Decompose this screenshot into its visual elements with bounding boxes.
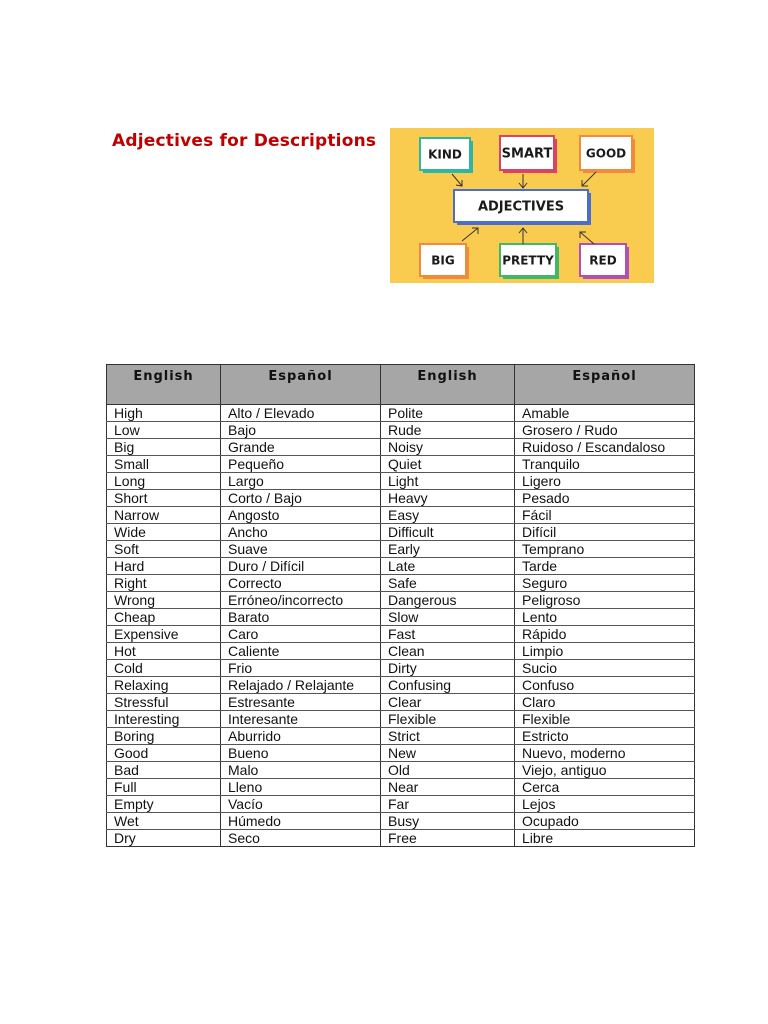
table-row: [107, 609, 695, 626]
english-word: Clean: [381, 643, 515, 660]
english-word: High: [107, 405, 221, 422]
english-word: Busy: [381, 813, 515, 830]
table-row: [107, 507, 695, 524]
table-row: [107, 677, 695, 694]
spanish-translation: Tranquilo: [515, 456, 695, 473]
english-word: Full: [107, 779, 221, 796]
table-row: [107, 813, 695, 830]
spanish-translation: Aburrido: [221, 728, 381, 745]
table-row: [107, 711, 695, 728]
english-word: Interesting: [107, 711, 221, 728]
english-word: Big: [107, 439, 221, 456]
english-word: Near: [381, 779, 515, 796]
adjectives-illustration: [390, 128, 654, 283]
spanish-translation: Libre: [515, 830, 695, 847]
spanish-translation: Grosero / Rudo: [515, 422, 695, 439]
english-word: Flexible: [381, 711, 515, 728]
english-word: Cheap: [107, 609, 221, 626]
english-word: Easy: [381, 507, 515, 524]
english-word: Expensive: [107, 626, 221, 643]
english-word: Noisy: [381, 439, 515, 456]
spanish-translation: Bajo: [221, 422, 381, 439]
english-word: Strict: [381, 728, 515, 745]
spanish-translation: Lleno: [221, 779, 381, 796]
english-word: Early: [381, 541, 515, 558]
english-word: Difficult: [381, 524, 515, 541]
table-row: [107, 490, 695, 507]
spanish-translation: Ruidoso / Escandaloso: [515, 439, 695, 456]
english-word: Dirty: [381, 660, 515, 677]
spanish-translation: Angosto: [221, 507, 381, 524]
word-5-label: RED: [589, 253, 617, 268]
spanish-translation: Duro / Difícil: [221, 558, 381, 575]
english-word: Narrow: [107, 507, 221, 524]
center-word-label: ADJECTIVES: [477, 199, 565, 215]
spanish-translation: Malo: [221, 762, 381, 779]
english-word: Fast: [381, 626, 515, 643]
english-word: Soft: [107, 541, 221, 558]
spanish-translation: Correcto: [221, 575, 381, 592]
english-word: Bad: [107, 762, 221, 779]
spanish-translation: Nuevo, moderno: [515, 745, 695, 762]
table-row: [107, 524, 695, 541]
spanish-translation: Bueno: [221, 745, 381, 762]
english-word: Old: [381, 762, 515, 779]
table-row: [107, 575, 695, 592]
english-word: Heavy: [381, 490, 515, 507]
english-word: Boring: [107, 728, 221, 745]
spanish-translation: Grande: [221, 439, 381, 456]
spanish-translation: Limpio: [515, 643, 695, 660]
english-word: Slow: [381, 609, 515, 626]
spanish-translation: Pesado: [515, 490, 695, 507]
spanish-translation: Erróneo/incorrecto: [221, 592, 381, 609]
english-word: Long: [107, 473, 221, 490]
table-row: [107, 558, 695, 575]
spanish-translation: Ocupado: [515, 813, 695, 830]
english-word: Stressful: [107, 694, 221, 711]
english-word: Polite: [381, 405, 515, 422]
spanish-translation: Lento: [515, 609, 695, 626]
spanish-translation: Rápido: [515, 626, 695, 643]
vocabulary-table: [106, 364, 695, 847]
spanish-translation: Pequeño: [221, 456, 381, 473]
spanish-translation: Lejos: [515, 796, 695, 813]
word-3-label: BIG: [431, 253, 455, 268]
english-word: New: [381, 745, 515, 762]
spanish-translation: Confuso: [515, 677, 695, 694]
english-word: Confusing: [381, 677, 515, 694]
table-row: [107, 745, 695, 762]
english-word: Wide: [107, 524, 221, 541]
english-word: Late: [381, 558, 515, 575]
english-word: Hard: [107, 558, 221, 575]
english-word: Hot: [107, 643, 221, 660]
english-word: Dangerous: [381, 592, 515, 609]
header-english-2: English: [381, 365, 515, 405]
spanish-translation: Difícil: [515, 524, 695, 541]
word-4-label: PRETTY: [502, 253, 554, 268]
spanish-translation: Caro: [221, 626, 381, 643]
spanish-translation: Seco: [221, 830, 381, 847]
table-row: [107, 541, 695, 558]
spanish-translation: Tarde: [515, 558, 695, 575]
spanish-translation: Seguro: [515, 575, 695, 592]
table-row: [107, 643, 695, 660]
spanish-translation: Viejo, antiguo: [515, 762, 695, 779]
english-word: Clear: [381, 694, 515, 711]
spanish-translation: Vacío: [221, 796, 381, 813]
english-word: Short: [107, 490, 221, 507]
spanish-translation: Estricto: [515, 728, 695, 745]
word-2-label: GOOD: [585, 146, 627, 161]
spanish-translation: Frio: [221, 660, 381, 677]
table-row: [107, 762, 695, 779]
english-word: Low: [107, 422, 221, 439]
table-row: [107, 439, 695, 456]
english-word: Wet: [107, 813, 221, 830]
english-word: Far: [381, 796, 515, 813]
spanish-translation: Peligroso: [515, 592, 695, 609]
spanish-translation: Sucio: [515, 660, 695, 677]
spanish-translation: Estresante: [221, 694, 381, 711]
spanish-translation: Fácil: [515, 507, 695, 524]
table-row: [107, 830, 695, 847]
spanish-translation: Relajado / Relajante: [221, 677, 381, 694]
spanish-translation: Interesante: [221, 711, 381, 728]
header-english-1: English: [107, 365, 221, 405]
spanish-translation: Flexible: [515, 711, 695, 728]
spanish-translation: Corto / Bajo: [221, 490, 381, 507]
english-word: Dry: [107, 830, 221, 847]
table-header-row: [107, 365, 695, 405]
table-row: [107, 405, 695, 422]
english-word: Free: [381, 830, 515, 847]
table-row: [107, 456, 695, 473]
spanish-translation: Ancho: [221, 524, 381, 541]
document-title: Adjectives for Descriptions: [112, 131, 377, 151]
english-word: Wrong: [107, 592, 221, 609]
spanish-translation: Largo: [221, 473, 381, 490]
spanish-translation: Claro: [515, 694, 695, 711]
table-row: [107, 626, 695, 643]
word-1-label: SMART: [501, 146, 553, 162]
table-row: [107, 473, 695, 490]
spanish-translation: Temprano: [515, 541, 695, 558]
spanish-translation: Cerca: [515, 779, 695, 796]
table-row: [107, 796, 695, 813]
english-word: Relaxing: [107, 677, 221, 694]
english-word: Cold: [107, 660, 221, 677]
english-word: Quiet: [381, 456, 515, 473]
header-espanol-1: Español: [221, 365, 381, 405]
english-word: Small: [107, 456, 221, 473]
english-word: Light: [381, 473, 515, 490]
table-row: [107, 728, 695, 745]
spanish-translation: Húmedo: [221, 813, 381, 830]
word-0-label: KIND: [428, 147, 462, 162]
spanish-translation: Alto / Elevado: [221, 405, 381, 422]
spanish-translation: Caliente: [221, 643, 381, 660]
table-row: [107, 422, 695, 439]
header-espanol-2: Español: [515, 365, 695, 405]
table-row: [107, 660, 695, 677]
english-word: Right: [107, 575, 221, 592]
english-word: Empty: [107, 796, 221, 813]
english-word: Good: [107, 745, 221, 762]
spanish-translation: Barato: [221, 609, 381, 626]
spanish-translation: Ligero: [515, 473, 695, 490]
english-word: Safe: [381, 575, 515, 592]
spanish-translation: Suave: [221, 541, 381, 558]
english-word: Rude: [381, 422, 515, 439]
table-row: [107, 694, 695, 711]
table-row: [107, 779, 695, 796]
spanish-translation: Amable: [515, 405, 695, 422]
table-row: [107, 592, 695, 609]
